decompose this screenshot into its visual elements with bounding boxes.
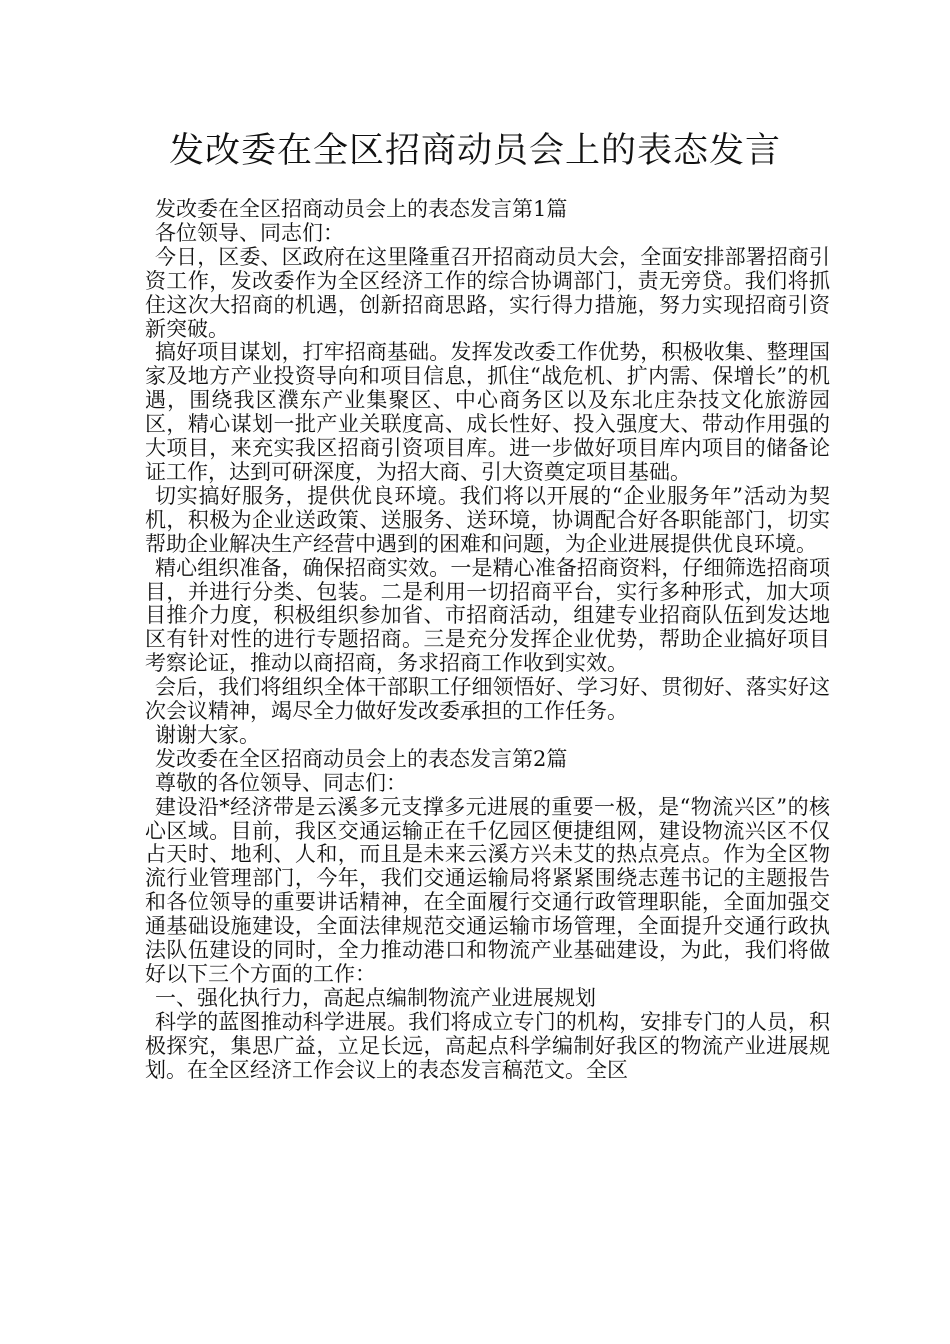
document-body xyxy=(145,198,830,1083)
paragraph: 切实搞好服务，提供优良环境。我们将以开展的“企业服务年”活动为契机，积极为企业送政策、送服务、送环境，协调配合好各职能部门，切实帮助企业解决生产经营中遇到的困难和问题，为企业进展提供优良环境。 xyxy=(145,483,830,556)
paragraph: 尊敬的各位领导、同志们： xyxy=(155,770,407,795)
paragraph: 今日，区委、区政府在这里隆重召开招商动员大会，全面安排部署招商引资工作，发改委作为全区经济工作的综合协调部门，责无旁贷。我们将抓住这次大招商的机遇，创新招商思路，实行得力措施，努力实现招商引资新突破。 xyxy=(145,244,830,341)
paragraph: 会后，我们将组织全体干部职工仔细领悟好、学习好、贯彻好、落实好这次会议精神，竭尽全力做好发改委承担的工作任务。 xyxy=(145,675,830,724)
paragraph: 谢谢大家。 xyxy=(155,722,260,747)
paragraph: 搞好项目谋划，打牢招商基础。发挥发改委工作优势，积极收集、整理国家及地方产业投资导向和项目信息，抓住“战危机、扩内需、保增长”的机遇，围绕我区濮东产业集聚区、中心商务区以及东北庄杂技文化旅游园区，精心谋划一批产业关联度高、成长性好、投入强度大、带动作用强的大项目，来充实我区招商引资项目库。进一步做好项目库内项目的储备论证工作，达到可研深度，为招大商、引大资奠定项目基础。 xyxy=(145,340,830,484)
paragraph: 一、强化执行力，高起点编制物流产业进展规划 xyxy=(155,985,596,1010)
document-title: 发改委在全区招商动员会上的表态发言 xyxy=(168,131,781,171)
paragraph: 发改委在全区招商动员会上的表态发言第2篇 xyxy=(155,746,568,771)
paragraph: 发改委在全区招商动员会上的表态发言第1篇 xyxy=(155,197,568,221)
paragraph: 各位领导、同志们： xyxy=(155,220,344,245)
paragraph: 科学的蓝图推动科学进展。我们将成立专门的机构，安排专门的人员，积极探究，集思广益，立足长远，高起点科学编制好我区的物流产业进展规划。在全区经济工作会议上的表态发言稿范文。全区 xyxy=(145,1009,830,1082)
paragraph: 建设沿*经济带是云溪多元支撑多元进展的重要一极，是“物流兴区”的核心区域。目前，我区交通运输正在千亿园区便捷组网，建设物流兴区不仅占天时、地利、人和，而且是未来云溪方兴未艾的热点亮点。作为全区物流行业管理部门，今年，我们交通运输局将紧紧围绕志莲书记的主题报告和各位领导的重要讲话精神，在全面履行交通行政管理职能，全面加强交通基础设施建设，全面法律规范交通运输市场管理，全面提升交通行政执法队伍建设的同时，全力推动港口和物流产业基础建设，为此，我们将做好以下三个方面的工作： xyxy=(145,794,830,986)
paragraph: 精心组织准备，确保招商实效。一是精心准备招商资料，仔细筛选招商项目，并进行分类、包装。二是利用一切招商平台，实行多种形式，加大项目推介力度，积极组织参加省、市招商活动，组建专业招商队伍到发达地区有针对性的进行专题招商。三是充分发挥企业优势，帮助企业搞好项目考察论证，推动以商招商，务求招商工作收到实效。 xyxy=(145,555,830,676)
